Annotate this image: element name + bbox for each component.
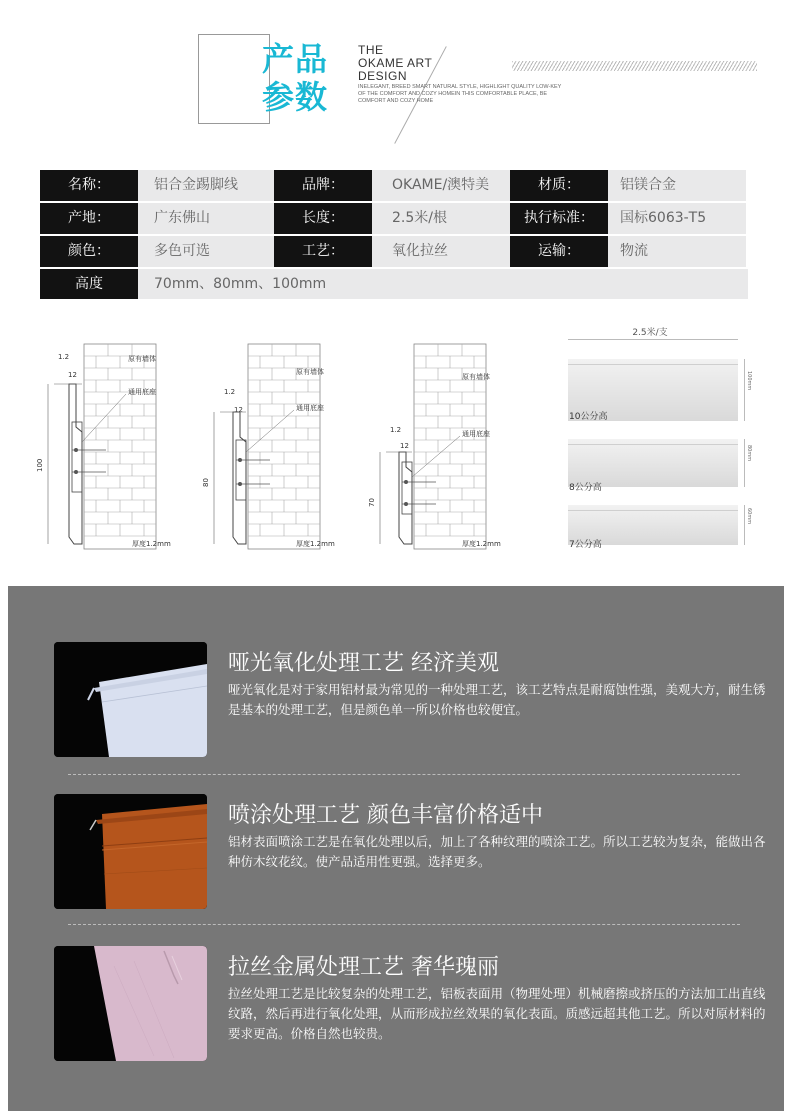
spec-value: 氧化拉丝	[372, 236, 510, 267]
dim-height-label: 100	[36, 458, 44, 472]
header-en-line2: OKAME ART	[358, 56, 433, 70]
spec-table	[40, 170, 748, 301]
sample-label: 8公分高	[569, 483, 602, 493]
spec-key: 执行标准：	[510, 203, 608, 234]
sample-dim-text: 60mm	[746, 508, 752, 525]
dim-width-label: 12	[68, 371, 77, 379]
base-label: 通用底座	[128, 388, 156, 396]
spec-row-height	[40, 269, 748, 299]
section-diagram-70	[366, 332, 536, 557]
sample-label: 10公分高	[569, 412, 608, 422]
spec-key: 工艺：	[274, 236, 372, 267]
process-desc: 铝材表面喷涂工艺是在氧化处理以后，加上了各种纹理的喷涂工艺。所以工艺较为复杂，能做出各种仿木纹花纹。使产品适用性更强。选择更多。	[228, 834, 766, 869]
process-section	[8, 586, 784, 1111]
process-title: 喷涂处理工艺 颜色丰富价格适中	[228, 803, 543, 828]
spec-value: 70mm、80mm、100mm	[138, 269, 748, 299]
section-diagram-80	[200, 332, 370, 557]
spec-value: 铝镁合金	[608, 170, 746, 201]
process-item-brushed	[54, 946, 774, 1062]
spec-row	[40, 236, 748, 267]
section-diagram-100	[36, 332, 206, 557]
header-stripe	[512, 61, 757, 71]
spec-value: 铝合金踢脚线	[138, 170, 274, 201]
wall-label: 原有墙体	[296, 368, 324, 376]
header-en-line1: THE	[358, 43, 384, 57]
wall-label: 原有墙体	[462, 373, 490, 381]
spec-key: 运输：	[510, 236, 608, 267]
spec-value: OKAME/澳特美	[372, 170, 510, 201]
process-item-spray	[54, 794, 774, 910]
spec-key: 材质：	[510, 170, 608, 201]
header-en-line3: DESIGN	[358, 69, 408, 83]
thickness-note: 厚度1.2mm	[462, 540, 501, 548]
dim-width-label: 12	[234, 406, 243, 414]
spec-value: 2.5米/根	[372, 203, 510, 234]
header-frame	[198, 34, 270, 124]
product-samples	[560, 325, 778, 555]
spec-key: 高度	[40, 269, 138, 299]
divider	[68, 924, 740, 925]
spec-key: 名称：	[40, 170, 138, 201]
thickness-note: 厚度1.2mm	[132, 540, 171, 548]
divider	[68, 774, 740, 775]
header-title-line1: 产品	[262, 40, 329, 78]
sample-label: 7公分高	[569, 540, 602, 550]
sample-dim-text: 100mm	[746, 371, 752, 391]
base-label: 通用底座	[296, 404, 324, 412]
dim-thickness-label: 1.2	[390, 426, 402, 434]
length-label: 2.5米/支	[632, 328, 668, 338]
spec-key: 长度：	[274, 203, 372, 234]
header	[0, 0, 790, 150]
process-title: 拉丝金属处理工艺 奢华瑰丽	[228, 955, 499, 980]
sample-dim-line	[744, 439, 745, 487]
spec-key: 产地：	[40, 203, 138, 234]
spec-row	[40, 203, 748, 234]
header-tagline: INELEGANT, BREED SMART NATURAL STYLE, HIGHLIGHT QUALITY LOW-KEY OF THE COMFORT AND COZY HOMEIN THIS COMFORTABLE PLACE, BE COMFORT AND COZY HOME	[358, 84, 562, 104]
brushed-metal-image	[54, 946, 207, 1061]
header-english-title	[358, 44, 432, 83]
sample-dim-text: 80mm	[746, 445, 752, 462]
thickness-note: 厚度1.2mm	[296, 540, 335, 548]
process-desc: 拉丝处理工艺是比较复杂的处理工艺，铝板表面用（物理处理）机械磨擦或挤压的方法加工出直线纹路，然后再进行氧化处理，从而形成拉丝效果的氧化表面。质感远超其他工艺。所以对原材料的要求更高。价格自然也较贵。	[228, 986, 766, 1041]
sample-dim-line	[744, 505, 745, 545]
matte-oxidation-image	[54, 642, 207, 757]
dim-thickness-label: 1.2	[58, 353, 70, 361]
base-label: 通用底座	[462, 430, 490, 438]
spec-key: 颜色：	[40, 236, 138, 267]
spec-value: 多色可选	[138, 236, 274, 267]
wall-label: 原有墙体	[128, 355, 156, 363]
dim-height-label: 80	[202, 478, 210, 487]
dim-thickness-label: 1.2	[224, 388, 236, 396]
sample-dim-line	[744, 359, 745, 421]
spec-value: 广东佛山	[138, 203, 274, 234]
spec-value: 物流	[608, 236, 746, 267]
dim-height-label: 70	[368, 498, 376, 507]
header-title-line2: 参数	[262, 78, 329, 116]
spec-row	[40, 170, 748, 201]
spec-key: 品牌：	[274, 170, 372, 201]
spray-coating-image	[54, 794, 207, 909]
length-ruler	[568, 339, 738, 340]
process-title: 哑光氧化处理工艺 经济美观	[228, 651, 499, 676]
process-item-matte	[54, 642, 774, 758]
process-desc: 哑光氧化是对于家用铝材最为常见的一种处理工艺，该工艺特点是耐腐蚀性强，美观大方，耐生锈是基本的处理工艺，但是颜色单一所以价格也较便宜。	[228, 682, 766, 717]
header-title	[262, 40, 328, 116]
dim-width-label: 12	[400, 442, 409, 450]
spec-value: 国标6063-T5	[608, 203, 746, 234]
